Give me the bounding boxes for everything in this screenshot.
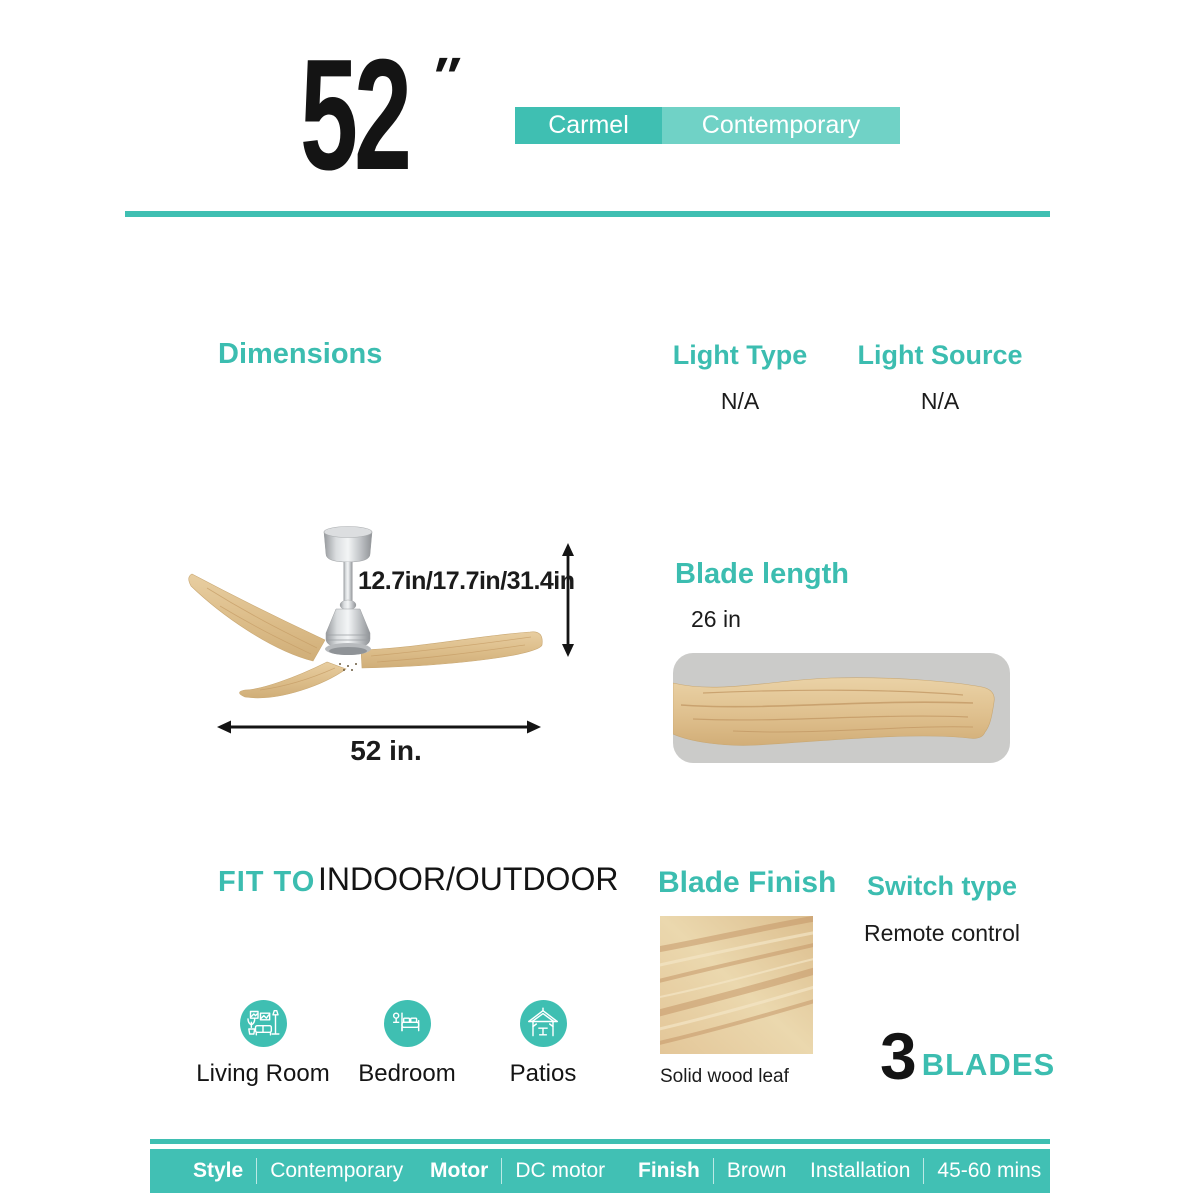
spec-value: DC motor: [515, 1159, 606, 1182]
spec-separator: [501, 1158, 502, 1184]
living-room-icon: [240, 1000, 287, 1047]
dimensions-title: Dimensions: [218, 338, 383, 370]
inch-mark: ″: [425, 47, 461, 107]
blade-count: [880, 1019, 1056, 1093]
spec-motor: [430, 1149, 605, 1193]
room-label: Patios: [509, 1060, 577, 1087]
switch-type-title: Switch type: [866, 871, 1018, 901]
spec-label: Style: [193, 1159, 244, 1182]
spec-style: [193, 1149, 403, 1193]
spec-separator: [713, 1158, 714, 1184]
spec-value: 45-60 mins: [937, 1159, 1042, 1182]
footer-accent-line: [150, 1139, 1050, 1144]
wood-finish-caption: Solid wood leaf: [660, 1066, 789, 1087]
switch-type-value: Remote control: [864, 920, 1020, 946]
spec-value: Contemporary: [270, 1159, 404, 1182]
room-label: Living Room: [196, 1060, 330, 1087]
wood-finish-swatch: [660, 916, 813, 1054]
spec-separator: [923, 1158, 924, 1184]
spec-installation: [810, 1149, 1041, 1193]
model-badge: [515, 107, 900, 144]
height-arrow-icon: [562, 543, 574, 657]
footer-spec-bar: [150, 1149, 1050, 1193]
width-arrow-icon: [217, 721, 541, 734]
spec-finish: [638, 1149, 786, 1193]
blade-illustration: [673, 653, 1010, 763]
fan-width-dimension: 52 in.: [350, 735, 422, 766]
model-name-label: Carmel: [515, 107, 662, 144]
spec-separator: [256, 1158, 257, 1184]
blade-count-number: 3: [880, 1019, 917, 1093]
blade-image-box: [673, 653, 1010, 763]
header-divider: [125, 211, 1050, 217]
bedroom-icon: [384, 1000, 431, 1047]
room-label: Bedroom: [358, 1060, 456, 1087]
room-item-living-room: [188, 1000, 338, 1088]
spec-value: Brown: [726, 1159, 787, 1182]
fan-size-number: 52: [300, 27, 409, 203]
fit-to-title: FIT TO: [218, 866, 316, 898]
spec-label: Installation: [810, 1159, 911, 1182]
room-item-patios: [468, 1000, 618, 1088]
blade-length-value: 26 in: [691, 606, 741, 632]
room-item-bedroom: [332, 1000, 482, 1088]
patio-icon: [520, 1000, 567, 1047]
spec-label: Motor: [430, 1159, 489, 1182]
spec-label: Finish: [638, 1159, 700, 1182]
blade-count-word: BLADES: [921, 1046, 1056, 1082]
light-source-title: Light Source: [857, 340, 1023, 370]
fan-height-dimension: 12.7in/17.7in/31.4in: [358, 567, 575, 595]
blade-finish-title: Blade Finish: [658, 866, 837, 899]
fit-to-value: INDOOR/OUTDOOR: [318, 861, 619, 897]
light-type-title: Light Type: [672, 340, 808, 370]
light-type-value: N/A: [720, 388, 760, 414]
light-source-value: N/A: [920, 388, 960, 414]
blade-length-title: Blade length: [675, 558, 850, 590]
model-style-label: Contemporary: [662, 107, 900, 144]
